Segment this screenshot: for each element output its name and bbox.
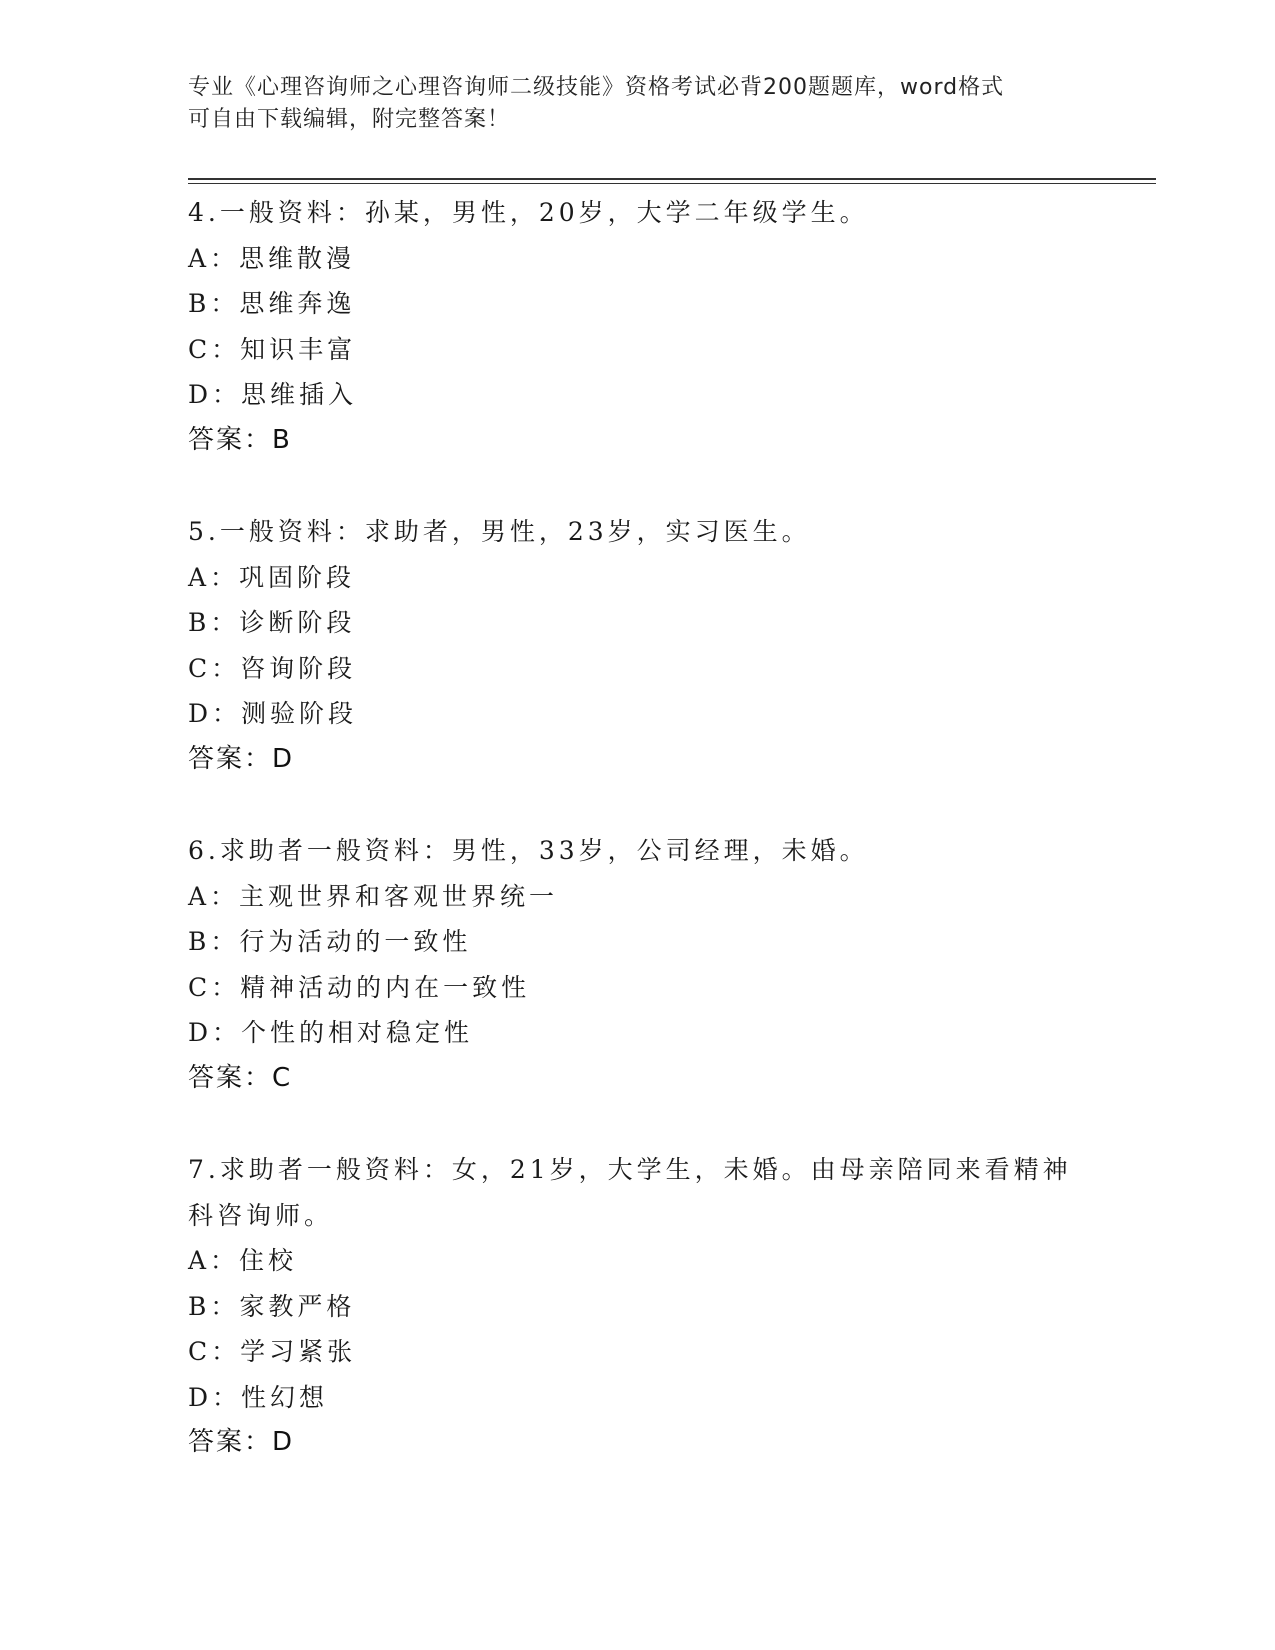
question-5 — [188, 509, 1088, 782]
option-b: B：家教严格 — [188, 1291, 356, 1321]
answer: 答案：D — [188, 1427, 295, 1457]
option-d: D：思维插入 — [188, 380, 358, 409]
option-b: B：诊断阶段 — [188, 608, 356, 637]
question-7 — [188, 1147, 1088, 1466]
header-divider — [188, 178, 1156, 184]
question-4 — [188, 190, 1088, 463]
question-6 — [188, 828, 1088, 1101]
option-c: C：学习紧张 — [188, 1337, 357, 1366]
question-list — [188, 190, 1088, 1512]
answer: 答案：B — [188, 424, 292, 455]
header-line-2: 可自由下载编辑，附完整答案！ — [188, 107, 511, 132]
answer: 答案：D — [188, 743, 295, 774]
option-c: C：精神活动的内在一致性 — [188, 972, 531, 1002]
option-c: C：咨询阶段 — [188, 653, 357, 683]
option-a: A：住校 — [188, 1246, 298, 1275]
option-a: A：巩固阶段 — [188, 562, 356, 592]
option-b: B：行为活动的一致性 — [188, 927, 472, 956]
option-d: D：个性的相对稳定性 — [188, 1018, 474, 1047]
answer: 答案：C — [188, 1062, 293, 1093]
question-stem: 4.一般资料：孙某，男性，20岁，大学二年级学生。 — [188, 198, 869, 227]
option-a: A：主观世界和客观世界统一 — [188, 881, 559, 911]
question-stem: 7.求助者一般资料：女，21岁，大学生，未婚。由母亲陪同来看精神科咨询师。 — [188, 1155, 1072, 1230]
option-d: D：测验阶段 — [188, 699, 358, 728]
option-d: D：性幻想 — [188, 1382, 329, 1412]
option-a: A：思维散漫 — [188, 243, 356, 273]
option-c: C：知识丰富 — [188, 334, 357, 364]
question-stem: 6.求助者一般资料：男性，33岁，公司经理，未婚。 — [188, 836, 869, 865]
option-b: B：思维奔逸 — [188, 289, 356, 318]
header-line-1: 专业《心理咨询师之心理咨询师二级技能》资格考试必背200题题库，word格式 — [188, 75, 1005, 100]
page-header — [188, 72, 1068, 136]
question-stem: 5.一般资料：求助者，男性，23岁，实习医生。 — [188, 517, 811, 546]
